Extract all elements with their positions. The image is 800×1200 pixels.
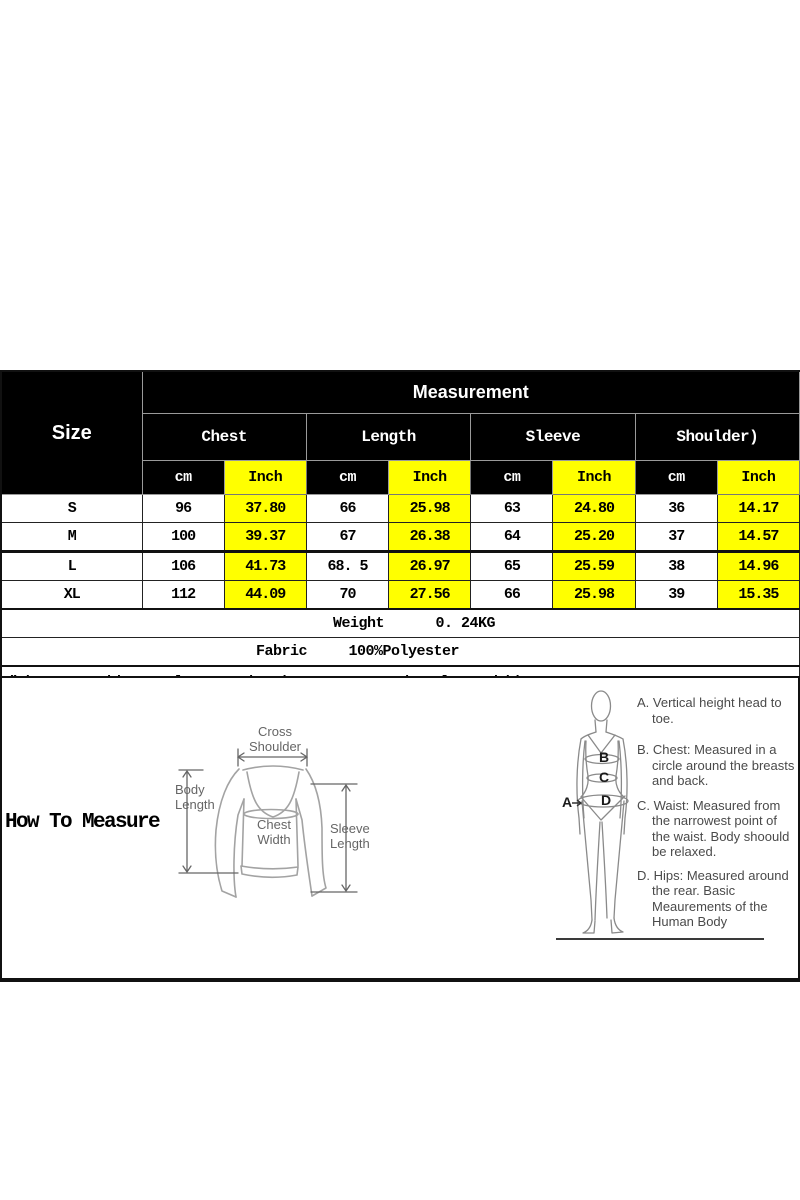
group-header-sleeve: Sleeve [471, 414, 635, 461]
cell-sleeve-inch: 25.98 [553, 581, 635, 610]
cell-shoulder-cm: 36 [635, 495, 717, 523]
group-header-chest: Chest [142, 414, 306, 461]
measure-guide-list [637, 695, 795, 930]
cell-chest-inch: 39.37 [224, 523, 306, 552]
guide-item-c: C. Waist: Measured from the narrowest point of the waist. Body shoould be relaxed. [637, 797, 790, 859]
cell-shoulder-inch: 14.96 [717, 552, 799, 581]
body-marker-a: A [561, 794, 573, 810]
cell-shoulder-inch: 14.57 [717, 523, 799, 552]
sleeve-length-label: Sleeve Length [330, 821, 370, 851]
measurement-header: Measurement [142, 371, 800, 414]
cell-chest-cm: 106 [142, 552, 224, 581]
table-row-l [1, 552, 800, 581]
weight-value: 0. 24KG [435, 615, 496, 632]
cell-shoulder-cm: 37 [635, 523, 717, 552]
guide-item-d: D. Hips: Measured around the rear. Basic Meaurements of the Human Body [637, 867, 789, 929]
unit-header-inch: Inch [389, 461, 471, 495]
size-column-header: Size [1, 371, 142, 495]
cell-sleeve-cm: 64 [471, 523, 553, 552]
cell-length-inch: 26.97 [389, 552, 471, 581]
body-marker-b: B [598, 749, 610, 765]
cell-length-cm: 70 [306, 581, 388, 610]
guide-item-a: A. Vertical height head to toe. [637, 695, 782, 726]
table-row-m [1, 523, 800, 552]
body-marker-c: C [598, 769, 610, 785]
group-header-shoulder: Shoulder) [635, 414, 799, 461]
cell-shoulder-cm: 39 [635, 581, 717, 610]
fabric-label: Fabric [256, 643, 308, 660]
cross-shoulder-label: Cross Shoulder [248, 724, 302, 754]
how-to-measure-title: How To Measure [5, 811, 160, 834]
chest-width-label: Chest Width [257, 817, 291, 847]
cell-length-cm: 66 [306, 495, 388, 523]
cell-shoulder-cm: 38 [635, 552, 717, 581]
cell-sleeve-cm: 66 [471, 581, 553, 610]
guide-item-b: B. Chest: Measured in a circle around the breasts and back. [637, 742, 795, 788]
unit-header-inch: Inch [717, 461, 799, 495]
unit-header-cm: cm [142, 461, 224, 495]
cell-sleeve-cm: 65 [471, 552, 553, 581]
cell-chest-inch: 44.09 [224, 581, 306, 610]
cell-length-inch: 27.56 [389, 581, 471, 610]
size-value: M [1, 523, 142, 552]
cell-chest-cm: 112 [142, 581, 224, 610]
cell-chest-inch: 37.80 [224, 495, 306, 523]
how-to-measure-section [0, 676, 800, 982]
cell-sleeve-inch: 25.59 [553, 552, 635, 581]
fabric-row [1, 638, 800, 667]
body-length-label: Body Length [175, 782, 215, 812]
cell-length-cm: 68. 5 [306, 552, 388, 581]
table-row-s [1, 495, 800, 523]
cell-shoulder-inch: 15.35 [717, 581, 799, 610]
body-marker-d: D [600, 792, 612, 808]
unit-header-inch: Inch [224, 461, 306, 495]
cell-chest-cm: 96 [142, 495, 224, 523]
fabric-value: 100%Polyester [348, 643, 460, 660]
cell-sleeve-inch: 25.20 [553, 523, 635, 552]
size-value: S [1, 495, 142, 523]
cell-sleeve-inch: 24.80 [553, 495, 635, 523]
size-value: L [1, 552, 142, 581]
unit-header-inch: Inch [553, 461, 635, 495]
cell-length-inch: 26.38 [389, 523, 471, 552]
cell-sleeve-cm: 63 [471, 495, 553, 523]
cell-length-inch: 25.98 [389, 495, 471, 523]
weight-label: Weight [333, 615, 385, 632]
unit-header-cm: cm [635, 461, 717, 495]
table-row-xl [1, 581, 800, 610]
cell-shoulder-inch: 14.17 [717, 495, 799, 523]
size-chart-table [0, 370, 800, 698]
size-value: XL [1, 581, 142, 610]
unit-header-cm: cm [306, 461, 388, 495]
cell-length-cm: 67 [306, 523, 388, 552]
group-header-length: Length [306, 414, 470, 461]
cell-chest-cm: 100 [142, 523, 224, 552]
unit-header-cm: cm [471, 461, 553, 495]
weight-row [1, 609, 800, 638]
cell-chest-inch: 41.73 [224, 552, 306, 581]
